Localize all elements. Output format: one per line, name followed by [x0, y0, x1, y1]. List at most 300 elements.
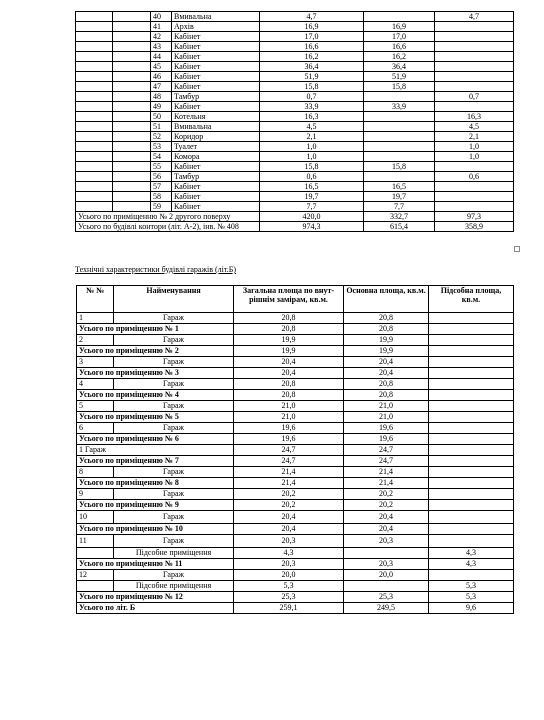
aux-area — [429, 346, 514, 357]
main-area — [364, 152, 435, 162]
table-row — [77, 423, 514, 434]
table-row — [77, 467, 514, 478]
aux-area: 4,7 — [435, 12, 514, 22]
table-row — [76, 22, 514, 32]
empty-cell — [113, 62, 151, 72]
main-area: 16,5 — [364, 182, 435, 192]
header-num: № № — [77, 286, 114, 313]
table-row — [77, 489, 514, 500]
aux-area — [429, 324, 514, 335]
room-name: Кабінет — [172, 42, 260, 52]
aux-area: 16,3 — [435, 112, 514, 122]
total-area: 36,4 — [260, 62, 364, 72]
header-name: Найменування — [114, 286, 234, 313]
total-area: 20,8 — [234, 324, 344, 335]
table-header-row — [77, 286, 514, 313]
summary-label: Усього по літ. Б — [77, 603, 234, 614]
room-name: Кабінет — [172, 202, 260, 212]
main-area: 16,9 — [364, 22, 435, 32]
table-row — [76, 52, 514, 62]
main-area: 20,8 — [344, 324, 429, 335]
main-area: 20,2 — [344, 500, 429, 511]
room-name: Кабінет — [172, 72, 260, 82]
room-name: Гараж — [114, 570, 234, 581]
room-number: 8 — [77, 467, 114, 478]
main-area: 20,8 — [344, 313, 429, 324]
table-row — [77, 445, 514, 456]
empty-cell — [76, 72, 113, 82]
room-name: Коридор — [172, 132, 260, 142]
aux-area — [429, 423, 514, 434]
aux-area: 1,0 — [435, 152, 514, 162]
empty-cell — [76, 112, 113, 122]
summary-label: Усього по приміщенню № 4 — [77, 390, 234, 401]
empty-cell — [113, 12, 151, 22]
total-area: 16,9 — [260, 22, 364, 32]
room-name: Кабінет — [172, 102, 260, 112]
room-number: 43 — [151, 42, 172, 52]
summary-row — [76, 212, 514, 222]
main-area: 36,4 — [364, 62, 435, 72]
table-row — [76, 42, 514, 52]
main-area: 19,6 — [344, 423, 429, 434]
aux-area — [435, 42, 514, 52]
room-number: 52 — [151, 132, 172, 142]
aux-area — [429, 511, 514, 524]
room-number: 3 — [77, 357, 114, 368]
table-row — [76, 92, 514, 102]
table-row — [76, 82, 514, 92]
aux-area — [429, 434, 514, 445]
room-number: 55 — [151, 162, 172, 172]
table-row — [77, 581, 514, 592]
main-area: 19,7 — [364, 192, 435, 202]
aux-area — [429, 357, 514, 368]
aux-area — [435, 202, 514, 212]
room-number: 9 — [77, 489, 114, 500]
room-name: Гараж — [114, 313, 234, 324]
table-row — [77, 535, 514, 548]
empty-cell — [76, 42, 113, 52]
main-area: 21,4 — [344, 467, 429, 478]
main-area — [344, 548, 429, 559]
table-row — [76, 162, 514, 172]
empty-cell — [76, 152, 113, 162]
main-area: 25,3 — [344, 592, 429, 603]
total-area: 33,9 — [260, 102, 364, 112]
empty-cell — [76, 122, 113, 132]
empty-cell — [113, 202, 151, 212]
total-area: 16,5 — [260, 182, 364, 192]
main-area: 21,4 — [344, 478, 429, 489]
table-row — [77, 511, 514, 524]
empty-cell — [113, 142, 151, 152]
room-name: Підсобне приміщення — [114, 548, 234, 559]
total-area: 25,3 — [234, 592, 344, 603]
main-area: 20,8 — [344, 390, 429, 401]
room-number: 51 — [151, 122, 172, 132]
room-name: Гараж — [114, 357, 234, 368]
aux-area — [435, 72, 514, 82]
empty-cell — [113, 122, 151, 132]
total-area: 2,1 — [260, 132, 364, 142]
summary-row — [77, 390, 514, 401]
total-area: 4,7 — [260, 12, 364, 22]
room-name: Котельня — [172, 112, 260, 122]
summary-label: Усього по приміщенню № 11 — [77, 559, 234, 570]
total-area: 20,3 — [234, 559, 344, 570]
room-number: 44 — [151, 52, 172, 62]
main-area — [344, 581, 429, 592]
room-number: 5 — [77, 401, 114, 412]
total-area: 15,8 — [260, 82, 364, 92]
table-row — [77, 401, 514, 412]
total-area: 21,0 — [234, 412, 344, 423]
summary-label: Усього по приміщенню № 7 — [77, 456, 234, 467]
room-number — [77, 548, 114, 559]
total-area: 20,8 — [234, 390, 344, 401]
header-total-area: Загальна площа по внут-рішнім замірам, кв.м. — [234, 286, 344, 313]
garage-table-caption: Технічні характеристики будівлі гаражів (літ.Б) — [75, 265, 237, 274]
main-area: 20,4 — [344, 368, 429, 379]
table-row — [76, 32, 514, 42]
empty-cell — [113, 162, 151, 172]
table-row — [76, 122, 514, 132]
main-area: 20,3 — [344, 535, 429, 548]
empty-cell — [76, 162, 113, 172]
total-area: 420,0 — [260, 212, 364, 222]
main-area: 20,4 — [344, 524, 429, 535]
table-row — [77, 335, 514, 346]
aux-area — [429, 401, 514, 412]
table-row — [76, 142, 514, 152]
aux-area: 4,3 — [429, 548, 514, 559]
empty-cell — [113, 112, 151, 122]
room-number: 12 — [77, 570, 114, 581]
room-number: 47 — [151, 82, 172, 92]
main-area: 20,0 — [344, 570, 429, 581]
total-area: 16,3 — [260, 112, 364, 122]
aux-area — [435, 22, 514, 32]
main-area — [364, 12, 435, 22]
total-area: 259,1 — [234, 603, 344, 614]
summary-row — [77, 434, 514, 445]
aux-area — [429, 390, 514, 401]
empty-cell — [76, 202, 113, 212]
room-name: Гараж — [114, 467, 234, 478]
total-area: 0,7 — [260, 92, 364, 102]
room-number: 40 — [151, 12, 172, 22]
aux-area — [435, 182, 514, 192]
summary-label: Усього по приміщенню № 10 — [77, 524, 234, 535]
total-area: 7,7 — [260, 202, 364, 212]
table-row — [77, 548, 514, 559]
room-name: Вмивальна — [172, 122, 260, 132]
aux-area: 0,6 — [435, 172, 514, 182]
room-name: Кабінет — [172, 52, 260, 62]
header-main-area: Основна площа, кв.м. — [344, 286, 429, 313]
summary-label: Усього по приміщенню № 12 — [77, 592, 234, 603]
room-number: 41 — [151, 22, 172, 32]
total-area: 19,9 — [234, 335, 344, 346]
total-area: 16,2 — [260, 52, 364, 62]
cell-resize-handle — [514, 246, 520, 252]
main-area — [364, 92, 435, 102]
total-area: 19,9 — [234, 346, 344, 357]
room-number: 59 — [151, 202, 172, 212]
room-number: 49 — [151, 102, 172, 112]
empty-cell — [113, 102, 151, 112]
summary-row — [77, 346, 514, 357]
total-area: 20,8 — [234, 379, 344, 390]
room-name: Підсобне приміщення — [114, 581, 234, 592]
main-area: 17,0 — [364, 32, 435, 42]
summary-row — [77, 500, 514, 511]
total-area: 20,4 — [234, 357, 344, 368]
room-name: Гараж — [114, 335, 234, 346]
aux-area — [435, 62, 514, 72]
main-area: 19,6 — [344, 434, 429, 445]
empty-cell — [113, 92, 151, 102]
room-number: 2 — [77, 335, 114, 346]
summary-label: Усього по приміщенню № 8 — [77, 478, 234, 489]
room-name: Туалет — [172, 142, 260, 152]
aux-area — [429, 368, 514, 379]
empty-cell — [113, 82, 151, 92]
room-number: 11 — [77, 535, 114, 548]
room-number: 42 — [151, 32, 172, 42]
empty-cell — [76, 92, 113, 102]
main-area: 615,4 — [364, 222, 435, 232]
aux-area — [435, 52, 514, 62]
summary-row — [77, 324, 514, 335]
room-name: Гараж — [114, 489, 234, 500]
room-number: 1 — [77, 313, 114, 324]
empty-cell — [76, 182, 113, 192]
summary-row — [77, 456, 514, 467]
table-row — [76, 172, 514, 182]
empty-cell — [113, 152, 151, 162]
empty-cell — [76, 32, 113, 42]
total-area: 19,6 — [234, 434, 344, 445]
summary-label: Усього по приміщенню № 6 — [77, 434, 234, 445]
aux-area — [429, 524, 514, 535]
aux-area — [435, 162, 514, 172]
room-number: 53 — [151, 142, 172, 152]
empty-cell — [76, 192, 113, 202]
garage-table — [76, 285, 514, 614]
room-label: 1 Гараж — [77, 445, 234, 456]
room-name: Тамбур — [172, 92, 260, 102]
table-row — [76, 192, 514, 202]
summary-row — [77, 592, 514, 603]
main-area: 21,0 — [344, 412, 429, 423]
main-area: 19,9 — [344, 346, 429, 357]
room-number: 54 — [151, 152, 172, 162]
table-row — [76, 202, 514, 212]
summary-row — [77, 478, 514, 489]
room-number: 58 — [151, 192, 172, 202]
room-name: Кабінет — [172, 192, 260, 202]
room-number: 4 — [77, 379, 114, 390]
total-area: 20,2 — [234, 489, 344, 500]
empty-cell — [76, 82, 113, 92]
total-area: 974,3 — [260, 222, 364, 232]
empty-cell — [76, 12, 113, 22]
main-area — [364, 172, 435, 182]
aux-area — [429, 456, 514, 467]
table-row — [77, 313, 514, 324]
table-row — [76, 62, 514, 72]
aux-area: 1,0 — [435, 142, 514, 152]
empty-cell — [76, 22, 113, 32]
aux-area — [435, 82, 514, 92]
total-area: 21,4 — [234, 467, 344, 478]
room-name: Кабінет — [172, 32, 260, 42]
room-number: 45 — [151, 62, 172, 72]
room-name: Гараж — [114, 535, 234, 548]
room-name: Гараж — [114, 379, 234, 390]
empty-cell — [113, 32, 151, 42]
empty-cell — [76, 172, 113, 182]
main-area: 16,6 — [364, 42, 435, 52]
summary-row — [77, 368, 514, 379]
summary-row — [76, 222, 514, 232]
empty-cell — [113, 192, 151, 202]
room-number: 6 — [77, 423, 114, 434]
aux-area: 5,3 — [429, 581, 514, 592]
room-name: Комора — [172, 152, 260, 162]
main-area: 20,4 — [344, 511, 429, 524]
main-area: 332,7 — [364, 212, 435, 222]
room-number: 50 — [151, 112, 172, 122]
total-area: 21,0 — [234, 401, 344, 412]
main-area: 16,2 — [364, 52, 435, 62]
summary-row — [77, 603, 514, 614]
table-row — [76, 12, 514, 22]
room-number: 48 — [151, 92, 172, 102]
aux-area — [429, 379, 514, 390]
empty-cell — [113, 182, 151, 192]
table-row — [76, 72, 514, 82]
room-name: Кабінет — [172, 62, 260, 72]
table-row — [76, 132, 514, 142]
aux-area — [429, 467, 514, 478]
total-area: 24,7 — [234, 456, 344, 467]
main-area: 19,9 — [344, 335, 429, 346]
empty-cell — [76, 62, 113, 72]
room-name: Кабінет — [172, 162, 260, 172]
total-area: 51,9 — [260, 72, 364, 82]
main-area: 24,7 — [344, 445, 429, 456]
office-rooms-table — [75, 11, 514, 232]
aux-area — [429, 535, 514, 548]
main-area: 20,2 — [344, 489, 429, 500]
aux-area — [435, 102, 514, 112]
main-area: 21,0 — [344, 401, 429, 412]
total-area: 20,8 — [234, 313, 344, 324]
room-number: 10 — [77, 511, 114, 524]
empty-cell — [113, 52, 151, 62]
room-number: 57 — [151, 182, 172, 192]
aux-area — [429, 335, 514, 346]
aux-area: 358,9 — [435, 222, 514, 232]
total-area: 1,0 — [260, 152, 364, 162]
room-number — [77, 581, 114, 592]
total-area: 4,5 — [260, 122, 364, 132]
aux-area — [429, 412, 514, 423]
empty-cell — [113, 72, 151, 82]
aux-area: 5,3 — [429, 592, 514, 603]
aux-area — [429, 313, 514, 324]
aux-area: 2,1 — [435, 132, 514, 142]
empty-cell — [76, 52, 113, 62]
main-area: 15,8 — [364, 82, 435, 92]
main-area: 24,7 — [344, 456, 429, 467]
room-name: Вмивальна — [172, 12, 260, 22]
room-name: Гараж — [114, 511, 234, 524]
aux-area — [429, 500, 514, 511]
room-name: Тамбур — [172, 172, 260, 182]
total-area: 15,8 — [260, 162, 364, 172]
main-area: 249,5 — [344, 603, 429, 614]
aux-area: 4,5 — [435, 122, 514, 132]
main-area: 51,9 — [364, 72, 435, 82]
main-area: 20,8 — [344, 379, 429, 390]
aux-area — [429, 489, 514, 500]
empty-cell — [76, 142, 113, 152]
total-area: 20,4 — [234, 524, 344, 535]
room-name: Кабінет — [172, 82, 260, 92]
total-area: 20,0 — [234, 570, 344, 581]
table-row — [77, 357, 514, 368]
total-area: 1,0 — [260, 142, 364, 152]
total-area: 5,3 — [234, 581, 344, 592]
table-row — [76, 112, 514, 122]
table-row — [77, 379, 514, 390]
room-name: Кабінет — [172, 182, 260, 192]
room-name: Гараж — [114, 401, 234, 412]
summary-label: Усього по приміщенню № 1 — [77, 324, 234, 335]
empty-cell — [113, 42, 151, 52]
aux-area: 97,3 — [435, 212, 514, 222]
summary-row — [77, 559, 514, 570]
room-name: Гараж — [114, 423, 234, 434]
empty-cell — [113, 132, 151, 142]
summary-label: Усього по будівлі контори (літ. А-2), інв. № 408 — [76, 222, 260, 232]
main-area: 20,3 — [344, 559, 429, 570]
total-area: 20,2 — [234, 500, 344, 511]
summary-label: Усього по приміщенню № 2 другого поверху — [76, 212, 260, 222]
main-area — [364, 142, 435, 152]
main-area: 33,9 — [364, 102, 435, 112]
total-area: 24,7 — [234, 445, 344, 456]
total-area: 16,6 — [260, 42, 364, 52]
empty-cell — [76, 132, 113, 142]
table-row — [76, 102, 514, 112]
main-area: 7,7 — [364, 202, 435, 212]
room-number: 46 — [151, 72, 172, 82]
table-row — [77, 570, 514, 581]
summary-row — [77, 524, 514, 535]
aux-area — [429, 445, 514, 456]
main-area — [364, 132, 435, 142]
aux-area — [429, 570, 514, 581]
main-area: 20,4 — [344, 357, 429, 368]
total-area: 4,3 — [234, 548, 344, 559]
total-area: 0,6 — [260, 172, 364, 182]
empty-cell — [76, 102, 113, 112]
